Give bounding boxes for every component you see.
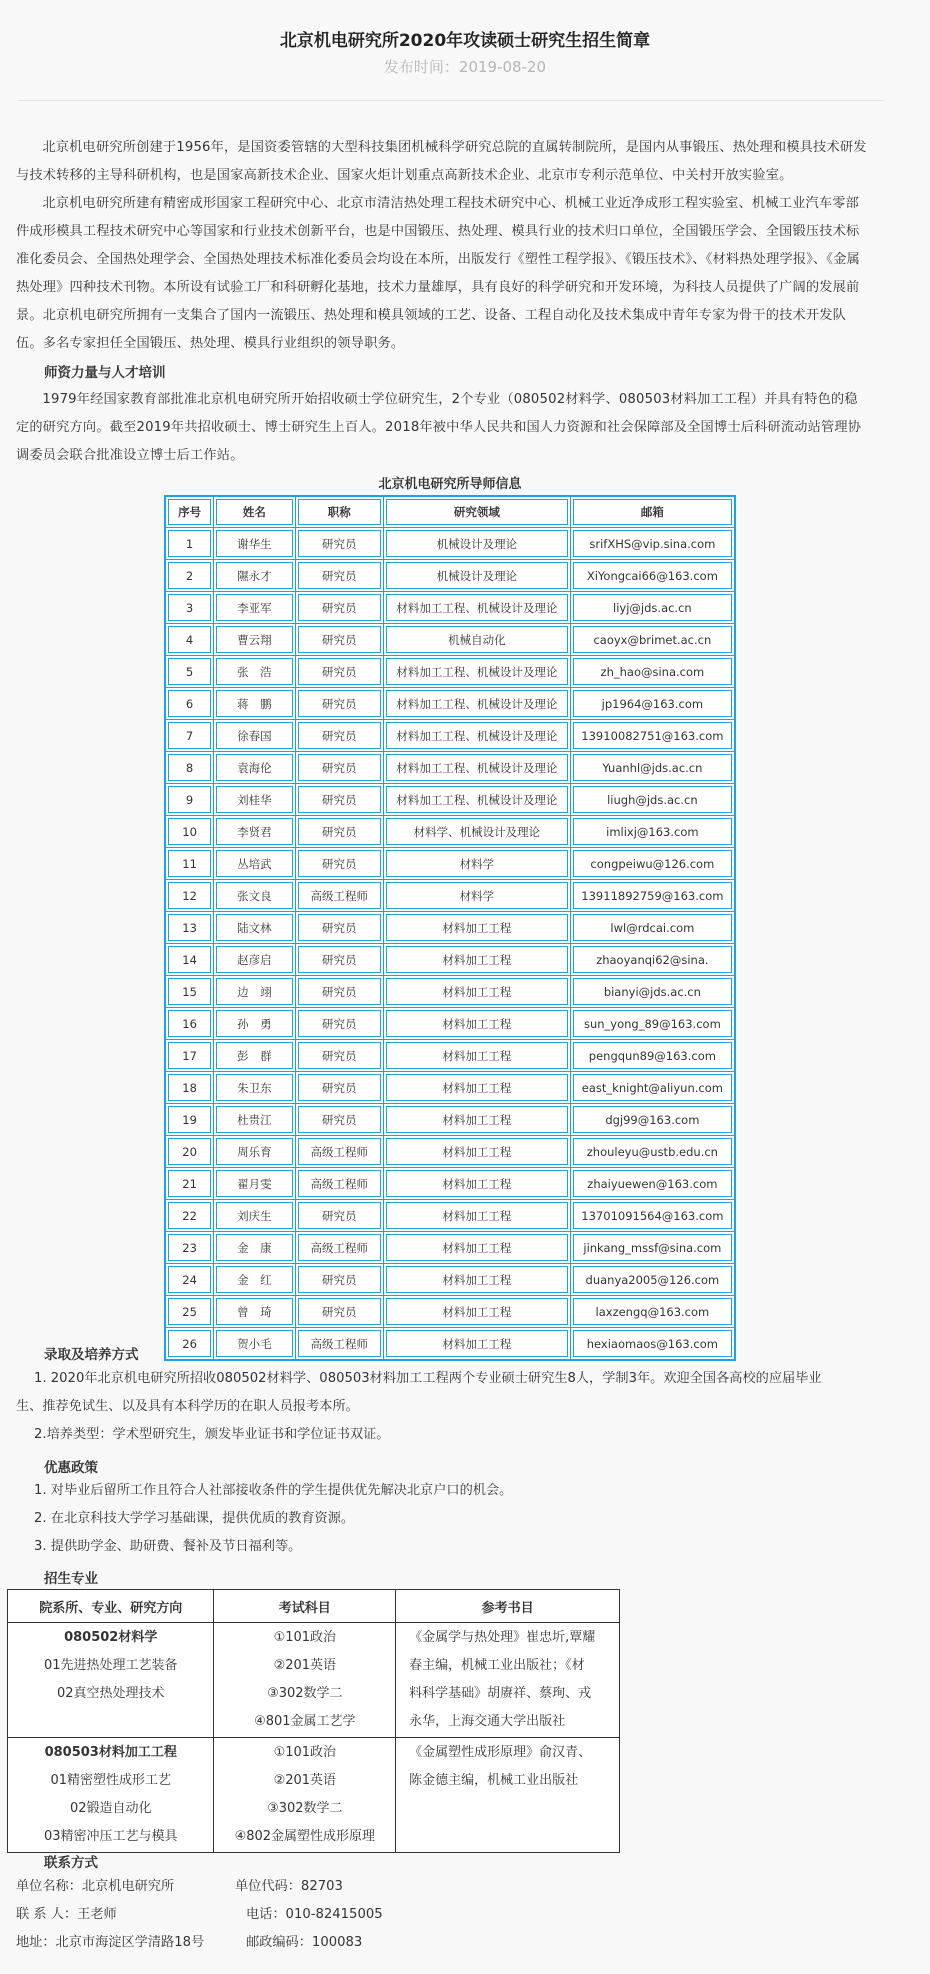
tutor-index: 25 xyxy=(165,1296,214,1328)
policy-item: 1. 对毕业后留所工作且符合人社部接收条件的学生提供优先解决北京户口的机会。 xyxy=(34,1483,513,1498)
tutor-name: 张文良 xyxy=(214,880,295,912)
table-row xyxy=(165,720,735,752)
tutor-index: 26 xyxy=(165,1328,214,1361)
tutor-title: 研究员 xyxy=(295,1008,384,1040)
contact-person: 联 系 人：王老师 xyxy=(16,1907,117,1922)
article-title: 北京机电研究所2020年攻读硕士研究生招生简章 xyxy=(279,31,651,51)
tutor-index: 1 xyxy=(165,528,214,560)
tutor-email: imlixj@163.com xyxy=(570,816,735,848)
reference-book-line: 春主编，机械工业出版社；《材 xyxy=(409,1658,585,1673)
tutor-index: 20 xyxy=(165,1136,214,1168)
policy-item: 3. 提供助学金、助研费、餐补及节日福利等。 xyxy=(34,1539,302,1554)
subjects-cell xyxy=(214,1738,396,1853)
tutor-field: 材料加工工程 xyxy=(384,1136,571,1168)
tutor-email: lwl@rdcai.com xyxy=(570,912,735,944)
admission-item-2: 2.培养类型：学术型研究生，颁发毕业证书和学位证书双证。 xyxy=(34,1427,390,1442)
tutor-index: 22 xyxy=(165,1200,214,1232)
reference-book-line: 料科学基础》胡赓祥、蔡珣、戎 xyxy=(409,1686,592,1701)
tutor-index: 7 xyxy=(165,720,214,752)
tutor-field: 材料加工工程 xyxy=(384,1232,571,1264)
tutor-index: 3 xyxy=(165,592,214,624)
table-row xyxy=(165,1136,735,1168)
exam-subject: ①101政治 xyxy=(273,1745,337,1760)
tutor-email: caoyx@brimet.ac.cn xyxy=(570,624,735,656)
tutor-title: 高级工程师 xyxy=(295,1328,384,1361)
tutor-name: 刘桂华 xyxy=(214,784,295,816)
tutor-email: bianyi@jds.ac.cn xyxy=(570,976,735,1008)
tutor-email: dgj99@163.com xyxy=(570,1104,735,1136)
tutor-table xyxy=(164,495,736,1361)
tutor-email: liugh@jds.ac.cn xyxy=(570,784,735,816)
tutor-email: duanya2005@126.com xyxy=(570,1264,735,1296)
tutor-title: 研究员 xyxy=(295,1296,384,1328)
major-cell xyxy=(8,1623,214,1738)
tutor-index: 11 xyxy=(165,848,214,880)
tutor-index: 12 xyxy=(165,880,214,912)
books-cell xyxy=(396,1623,620,1738)
tutor-field: 材料加工工程 xyxy=(384,1328,571,1361)
tutor-email: congpeiwu@126.com xyxy=(570,848,735,880)
tutor-field: 材料加工工程 xyxy=(384,944,571,976)
major-name: 080502材料学 xyxy=(64,1630,158,1645)
exam-subject: ④801金属工艺学 xyxy=(254,1714,356,1729)
tutor-email: laxzengq@163.com xyxy=(570,1296,735,1328)
majors-heading: 招生专业 xyxy=(44,1571,98,1587)
publish-date: 发布时间：2019-08-20 xyxy=(383,58,547,76)
table-row xyxy=(165,976,735,1008)
table-row xyxy=(165,880,735,912)
tutor-name: 张 浩 xyxy=(214,656,295,688)
tutor-name: 隰永才 xyxy=(214,560,295,592)
tutor-title: 研究员 xyxy=(295,560,384,592)
tutor-field: 材料加工工程 xyxy=(384,1200,571,1232)
policy-heading: 优惠政策 xyxy=(44,1460,98,1476)
tutor-index: 5 xyxy=(165,656,214,688)
research-direction: 01先进热处理工艺装备 xyxy=(43,1658,178,1673)
exam-subject: ①101政治 xyxy=(273,1630,337,1645)
table-row xyxy=(165,656,735,688)
exam-subject: ③302数学二 xyxy=(267,1801,343,1816)
research-direction: 01精密塑性成形工艺 xyxy=(50,1773,171,1788)
table-row xyxy=(165,688,735,720)
exam-subject: ③302数学二 xyxy=(267,1686,343,1701)
tutor-email: 13911892759@163.com xyxy=(570,880,735,912)
tutor-email: 13910082751@163.com xyxy=(570,720,735,752)
tutor-index: 6 xyxy=(165,688,214,720)
majors-table-body xyxy=(8,1623,620,1853)
tutor-email: XiYongcai66@163.com xyxy=(570,560,735,592)
tutor-index: 24 xyxy=(165,1264,214,1296)
major-cell xyxy=(8,1738,214,1853)
tutor-title: 高级工程师 xyxy=(295,880,384,912)
tutor-index: 23 xyxy=(165,1232,214,1264)
tutor-field: 材料加工工程 xyxy=(384,1296,571,1328)
contact-unit-code: 单位代码：82703 xyxy=(235,1879,343,1894)
reference-book-line: 《金属学与热处理》崔忠圻,覃耀 xyxy=(409,1630,596,1645)
tutor-name: 贺小毛 xyxy=(214,1328,295,1361)
tutor-name: 边 翊 xyxy=(214,976,295,1008)
col-header-field: 研究领域 xyxy=(384,496,571,528)
tutor-title: 高级工程师 xyxy=(295,1232,384,1264)
tutor-email: jp1964@163.com xyxy=(570,688,735,720)
tutor-email: srifXHS@vip.sina.com xyxy=(570,528,735,560)
tutor-field: 材料加工工程、机械设计及理论 xyxy=(384,752,571,784)
tutor-field: 材料学 xyxy=(384,880,571,912)
tutor-email: Yuanhl@jds.ac.cn xyxy=(570,752,735,784)
tutor-index: 14 xyxy=(165,944,214,976)
tutor-email: zhouleyu@ustb.edu.cn xyxy=(570,1136,735,1168)
admission-item-1-cont: 生、推荐免试生、以及具有本科学历的在职人员报考本所。 xyxy=(16,1399,359,1414)
tutor-field: 机械设计及理论 xyxy=(384,560,571,592)
table-row xyxy=(165,528,735,560)
exam-subject: ②201英语 xyxy=(273,1773,337,1788)
tutor-field: 材料加工工程 xyxy=(384,1168,571,1200)
table-row xyxy=(165,560,735,592)
exam-subject: ②201英语 xyxy=(273,1658,337,1673)
tutor-field: 材料加工工程 xyxy=(384,1104,571,1136)
tutor-field: 材料加工工程 xyxy=(384,912,571,944)
tutor-title: 研究员 xyxy=(295,912,384,944)
tutor-index: 21 xyxy=(165,1168,214,1200)
col-header-index: 序号 xyxy=(165,496,214,528)
faculty-paragraph: 1979年经国家教育部批准北京机电研究所开始招收硕士学位研究生，2个专业（080502材料学、080503材料加工工程）并具有特色的稳定的研究方向。截至2019年共招收硕士、博士研究生上百人。2018年被中华人民共和国人力资源和社会保障部及全国博士后科研流动站管理协调委员会联合批准设立博士后工作站。 xyxy=(16,392,862,463)
tutor-title: 研究员 xyxy=(295,720,384,752)
contact-unit-name: 单位名称：北京机电研究所 xyxy=(16,1879,175,1894)
tutor-email: zh_hao@sina.com xyxy=(570,656,735,688)
reference-book-line: 陈金德主编，机械工业出版社 xyxy=(409,1773,579,1788)
tutor-email: 13701091564@163.com xyxy=(570,1200,735,1232)
tutor-title: 研究员 xyxy=(295,656,384,688)
tutor-name: 曹云翔 xyxy=(214,624,295,656)
reference-book-line: 永华，上海交通大学出版社 xyxy=(409,1714,566,1729)
table-row xyxy=(165,1264,735,1296)
table-row xyxy=(165,624,735,656)
table-row xyxy=(165,1168,735,1200)
tutor-name: 翟月雯 xyxy=(214,1168,295,1200)
research-direction: 02真空热处理技术 xyxy=(56,1686,165,1701)
tutor-title: 研究员 xyxy=(295,784,384,816)
table-row xyxy=(165,1008,735,1040)
tutor-field: 材料加工工程 xyxy=(384,976,571,1008)
table-row xyxy=(165,1232,735,1264)
tutor-field: 材料加工工程、机械设计及理论 xyxy=(384,592,571,624)
tutor-name: 李贤君 xyxy=(214,816,295,848)
tutor-title: 研究员 xyxy=(295,624,384,656)
tutor-email: sun_yong_89@163.com xyxy=(570,1008,735,1040)
tutor-email: hexiaomaos@163.com xyxy=(570,1328,735,1361)
exam-subject: ④802金属塑性成形原理 xyxy=(234,1829,376,1844)
tutor-field: 材料加工工程、机械设计及理论 xyxy=(384,720,571,752)
title-divider xyxy=(18,100,884,101)
tutor-title: 研究员 xyxy=(295,1264,384,1296)
tutor-name: 杜贵江 xyxy=(214,1104,295,1136)
tutor-title: 研究员 xyxy=(295,1072,384,1104)
tutor-name: 谢华生 xyxy=(214,528,295,560)
contact-postcode: 邮政编码：100083 xyxy=(246,1935,363,1950)
tutor-name: 徐春国 xyxy=(214,720,295,752)
major-row xyxy=(8,1623,620,1738)
tutor-title: 研究员 xyxy=(295,528,384,560)
tutor-name: 金 红 xyxy=(214,1264,295,1296)
tutor-name: 朱卫东 xyxy=(214,1072,295,1104)
admission-heading: 录取及培养方式 xyxy=(44,1347,139,1363)
tutor-email: pengqun89@163.com xyxy=(570,1040,735,1072)
tutor-index: 10 xyxy=(165,816,214,848)
contact-address: 地址：北京市海淀区学清路18号 xyxy=(16,1935,205,1950)
tutor-field: 材料学 xyxy=(384,848,571,880)
books-cell xyxy=(396,1738,620,1853)
tutor-title: 研究员 xyxy=(295,592,384,624)
tutor-table-body xyxy=(165,528,735,1361)
tutor-name: 彭 群 xyxy=(214,1040,295,1072)
tutor-index: 9 xyxy=(165,784,214,816)
tutor-name: 陆文林 xyxy=(214,912,295,944)
tutor-index: 18 xyxy=(165,1072,214,1104)
policy-item: 2. 在北京科技大学学习基础课，提供优质的教育资源。 xyxy=(34,1511,355,1526)
tutor-index: 17 xyxy=(165,1040,214,1072)
tutor-name: 刘庆生 xyxy=(214,1200,295,1232)
tutor-name: 曾 琦 xyxy=(214,1296,295,1328)
contact-phone: 电话：010-82415005 xyxy=(246,1907,383,1922)
tutor-title: 研究员 xyxy=(295,1040,384,1072)
table-row xyxy=(165,1296,735,1328)
col-header-major: 院系所、专业、研究方向 xyxy=(8,1590,214,1623)
table-row xyxy=(165,1072,735,1104)
tutor-field: 材料学、机械设计及理论 xyxy=(384,816,571,848)
tutor-title: 研究员 xyxy=(295,848,384,880)
col-header-books: 参考书目 xyxy=(396,1590,620,1623)
table-row xyxy=(165,784,735,816)
tutor-index: 8 xyxy=(165,752,214,784)
major-row xyxy=(8,1738,620,1853)
tutor-index: 4 xyxy=(165,624,214,656)
tutor-name: 孙 勇 xyxy=(214,1008,295,1040)
tutor-field: 材料加工工程 xyxy=(384,1072,571,1104)
tutor-name: 丛培武 xyxy=(214,848,295,880)
subjects-cell xyxy=(214,1623,396,1738)
tutor-name: 周乐育 xyxy=(214,1136,295,1168)
tutor-title: 研究员 xyxy=(295,1104,384,1136)
tutor-title: 研究员 xyxy=(295,816,384,848)
tutor-field: 材料加工工程 xyxy=(384,1040,571,1072)
tutor-field: 材料加工工程 xyxy=(384,1264,571,1296)
tutor-table-title: 北京机电研究所导师信息 xyxy=(378,477,522,492)
tutor-name: 蒋 鹏 xyxy=(214,688,295,720)
table-row xyxy=(165,944,735,976)
col-header-subjects: 考试科目 xyxy=(214,1590,396,1623)
table-row xyxy=(165,1200,735,1232)
table-row xyxy=(165,1040,735,1072)
table-row xyxy=(165,912,735,944)
tutor-table-header xyxy=(165,496,735,528)
tutor-field: 材料加工工程、机械设计及理论 xyxy=(384,688,571,720)
tutor-field: 材料加工工程、机械设计及理论 xyxy=(384,656,571,688)
tutor-email: zhaoyanqi62@sina. xyxy=(570,944,735,976)
table-row xyxy=(165,752,735,784)
tutor-email: east_knight@aliyun.com xyxy=(570,1072,735,1104)
tutor-title: 研究员 xyxy=(295,944,384,976)
tutor-title: 高级工程师 xyxy=(295,1136,384,1168)
tutor-field: 机械设计及理论 xyxy=(384,528,571,560)
research-direction: 03精密冲压工艺与模具 xyxy=(43,1829,178,1844)
majors-table xyxy=(7,1589,620,1853)
table-row xyxy=(165,1104,735,1136)
tutor-title: 研究员 xyxy=(295,688,384,720)
col-header-title: 职称 xyxy=(295,496,384,528)
tutor-field: 机械自动化 xyxy=(384,624,571,656)
table-row xyxy=(165,816,735,848)
col-header-name: 姓名 xyxy=(214,496,295,528)
intro-paragraph-1: 北京机电研究所创建于1956年，是国资委管辖的大型科技集团机械科学研究总院的直属转制院所，是国内从事锻压、热处理和模具技术研发与技术转移的主导科研机构，也是国家高新技术企业、国家火炬计划重点高新技术企业、北京市专利示范单位、中关村开放实验室。 xyxy=(16,140,867,183)
table-row xyxy=(165,848,735,880)
intro-paragraph-2: 北京机电研究所建有精密成形国家工程研究中心、北京市清洁热处理工程技术研究中心、机械工业近净成形工程实验室、机械工业汽车零部件成形模具工程技术研究中心等国家和行业技术创新平台，也是中国锻压、热处理、模具行业的技术归口单位，全国锻压学会、全国锻压技术标准化委员会、全国热处理学会、全国热处理技术标准化委员会均设在本所，出版发行《塑性工程学报》、《锻压技术》、《材料热处理学报》、《金属热处理》四种技术刊物。本所设有试验工厂和科研孵化基地，技术力量雄厚，具有良好的科学研究和开发环境，为科技人员提供了广阔的发展前景。北京机电研究所拥有一支集合了国内一流锻压、热处理和模具领域的工艺、设备、工程自动化及技术集成中青年专家为骨干的技术开发队伍。多名专家担任全国锻压、热处理、模具行业组织的领导职务。 xyxy=(16,196,860,351)
tutor-index: 19 xyxy=(165,1104,214,1136)
faculty-heading: 师资力量与人才培训 xyxy=(44,365,166,381)
majors-table-header xyxy=(8,1590,620,1623)
tutor-name: 袁海伦 xyxy=(214,752,295,784)
tutor-name: 李亚军 xyxy=(214,592,295,624)
research-direction: 02锻造自动化 xyxy=(69,1801,152,1816)
tutor-title: 高级工程师 xyxy=(295,1168,384,1200)
tutor-index: 2 xyxy=(165,560,214,592)
admission-item-1: 1. 2020年北京机电研究所招收080502材料学、080503材料加工工程两个专业硕士研究生8人，学制3年。欢迎全国各高校的应届毕业 xyxy=(34,1371,822,1386)
tutor-name: 赵彦启 xyxy=(214,944,295,976)
tutor-field: 材料加工工程 xyxy=(384,1008,571,1040)
tutor-field: 材料加工工程、机械设计及理论 xyxy=(384,784,571,816)
reference-book-line: 《金属塑性成形原理》俞汉青、 xyxy=(409,1745,592,1760)
tutor-email: liyj@jds.ac.cn xyxy=(570,592,735,624)
tutor-title: 研究员 xyxy=(295,752,384,784)
table-row xyxy=(165,592,735,624)
col-header-email: 邮箱 xyxy=(570,496,735,528)
tutor-name: 金 康 xyxy=(214,1232,295,1264)
tutor-index: 15 xyxy=(165,976,214,1008)
tutor-email: jinkang_mssf@sina.com xyxy=(570,1232,735,1264)
tutor-index: 16 xyxy=(165,1008,214,1040)
tutor-email: zhaiyuewen@163.com xyxy=(570,1168,735,1200)
table-row xyxy=(165,1328,735,1361)
major-name: 080503材料加工工程 xyxy=(44,1745,177,1760)
contact-heading: 联系方式 xyxy=(44,1855,98,1871)
tutor-title: 研究员 xyxy=(295,1200,384,1232)
tutor-index: 13 xyxy=(165,912,214,944)
tutor-title: 研究员 xyxy=(295,976,384,1008)
